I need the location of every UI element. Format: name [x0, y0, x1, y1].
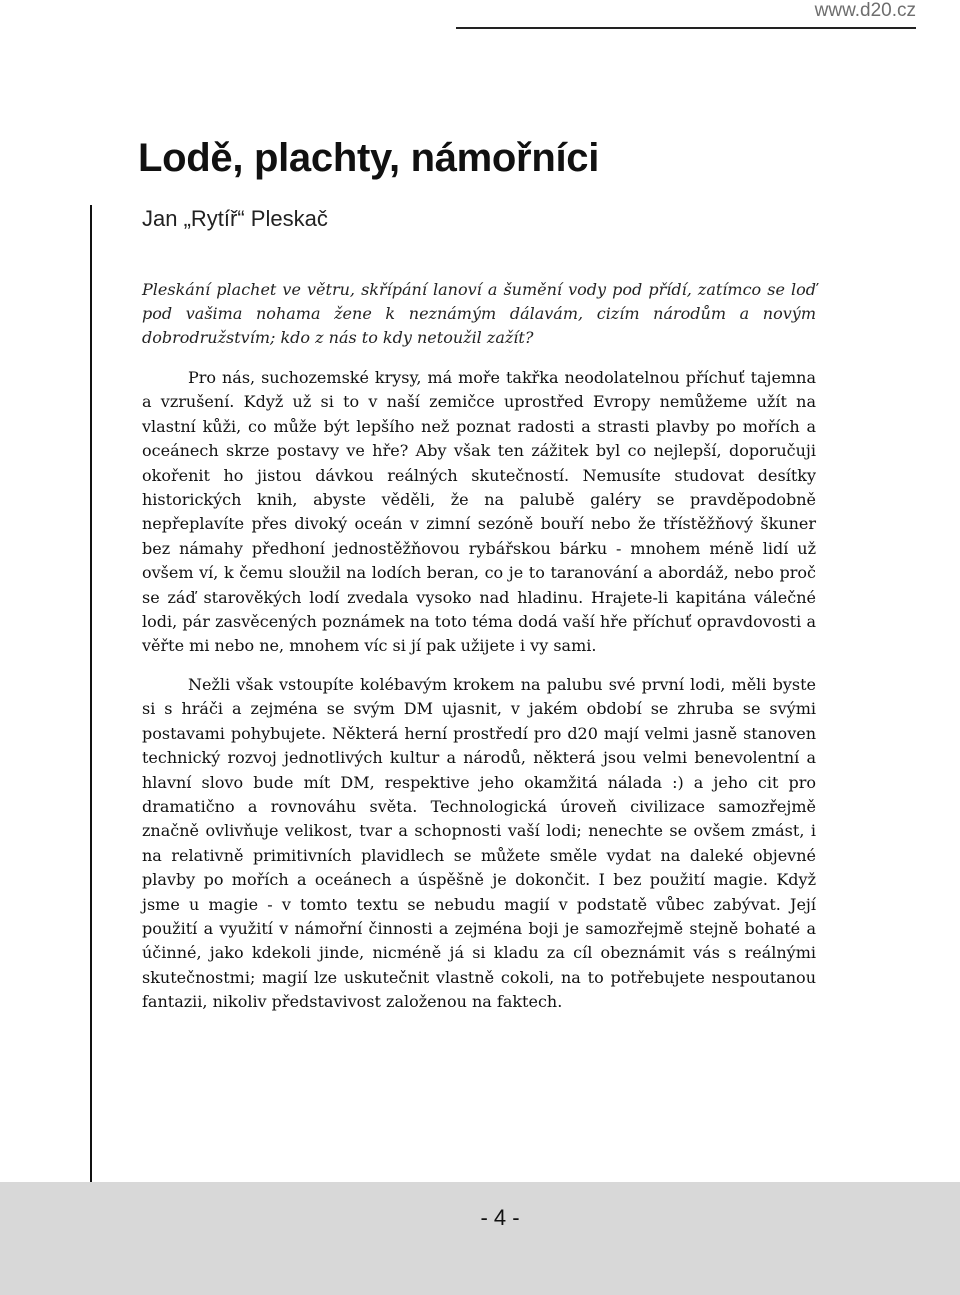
body-paragraph: Nežli však vstoupíte kolébavým krokem na palubu své první lodi, měli byste si s hráči a zejména se svým DM ujasnit, v jakém období se zhruba se svými postavami pohybujete. Některá herní prostředí pro d20 mají velmi jasně stanoven technický rozvoj jednotlivých kultur a národů, některá jsou velmi benevolentní a hlavní slovo bude mít DM, respektive jeho okamžitá nálada :) a jeho cit pro dramatično a rovnováhu světa. Technologická úroveň civilizace samozřejmě značně ovlivňuje velikost, tvar a schopnosti vaší lodi; nenechte se ovšem zmást, i na relativně primitivních plavidlech se můžete směle vydat na daleké objevné plavby po mořích a oceánech a úspěšně je dokončit. I bez použití magie. Když jsme u magie - v tomto textu se nebudu magií v podstatě vůbec zabývat. Její použití a využití v námořní činnosti a zejména boji je samozřejmě stejně bohaté a účinné, jako kdekoli jinde, nicméně já si kladu za cíl obeznámit vás s reálnými skutečnostmi; magií lze uskutečnit vlastně cokoli, na to potřebujete nespoutanou fantazii, nikoliv představivost založenou na faktech.: [142, 674, 816, 1012]
page-number: - 4 -: [480, 1205, 520, 1230]
intro-paragraph: Pleskání plachet ve větru, skřípání lanoví a šumění vody pod přídí, zatímco se loď pod vašima nohama žene k neznámým dálavám, cizím národům a novým dobrodružstvím; kdo z nás to kdy netoužil zažít?: [142, 280, 816, 347]
site-url[interactable]: www.d20.cz: [456, 0, 916, 29]
footer-band: [0, 1182, 960, 1295]
left-margin-rule: [90, 205, 92, 1225]
body-paragraph: Pro nás, suchozemské krysy, má moře takřka neodolatelnou příchuť tajemna a vzrušení. Když už si to v naší zemičce uprostřed Evropy nemůžeme užít na vlastní kůži, co může být lepšího než poznat radosti a strasti plavby po mořích a oceánech skrze postavy ve hře? Aby však ten zážitek byl co nejlepší, doporučuji okořenit ho jistou dávkou reálných skutečností. Nemusíte studovat desítky historických knih, abyste věděli, že na palubě galéry se pravděpodobně nepřeplavíte přes divoký oceán v zimní sezóně bouří nebo že třístěžňový škuner bez námahy předhoní jednostěžňovou rybářskou bárku - mnohem méně lidí už ovšem ví, k čemu sloužil na lodích beran, co je to taranování a abordáž, nebo proč se záď starověkých lodí zvedala vysoko nad hladinu. Hrajete-li kapitána válečné lodi, pár zasvěcených poznámek na toto téma dodá vaší hře příchuť opravdovosti a věřte mi nebo ne, mnohem víc si jí pak užijete i vy sami.: [142, 368, 816, 656]
article-body: [142, 278, 816, 1029]
article-title: Lodě, plachty, námořníci: [138, 136, 600, 180]
article-author: Jan „Rytíř“ Pleskač: [142, 206, 328, 231]
